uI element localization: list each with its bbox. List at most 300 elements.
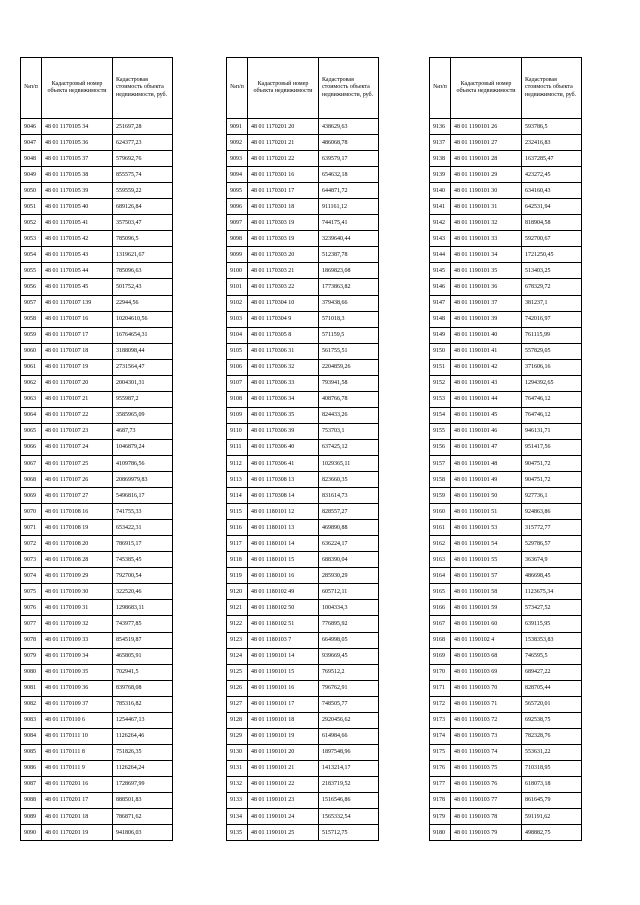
row-number: 9140 (430, 183, 451, 199)
cadastral-number: 48 01 1190103 74 (451, 744, 522, 760)
cadastral-number: 48 01 1180101 14 (248, 536, 319, 552)
table-row (21, 391, 173, 407)
cadastral-number: 48 01 1190101 28 (451, 151, 522, 167)
row-number: 9160 (430, 504, 451, 520)
row-number: 9060 (21, 343, 42, 359)
cadastral-table-3 (429, 57, 582, 841)
table-row (227, 375, 379, 391)
table-row (21, 584, 173, 600)
table-row (430, 311, 582, 327)
row-number: 9099 (227, 247, 248, 263)
row-number: 9174 (430, 728, 451, 744)
row-number: 9155 (430, 423, 451, 439)
cadastral-number: 48 01 1170109 29 (42, 568, 113, 584)
table-row (227, 407, 379, 423)
cadastral-cost: 16764654,31 (113, 327, 173, 343)
cadastral-cost: 785096,5 (113, 231, 173, 247)
cadastral-number: 48 01 1190103 77 (451, 792, 522, 808)
cadastral-number: 48 01 1170108 16 (42, 504, 113, 520)
row-number: 9107 (227, 375, 248, 391)
cadastral-number: 48 01 1190103 68 (451, 648, 522, 664)
cadastral-number: 48 01 1170107 22 (42, 407, 113, 423)
row-number: 9115 (227, 504, 248, 520)
row-number: 9046 (21, 119, 42, 135)
cadastral-cost: 955987,2 (113, 391, 173, 407)
table-row (430, 151, 582, 167)
table-row (227, 632, 379, 648)
row-number: 9100 (227, 263, 248, 279)
row-number: 9133 (227, 792, 248, 808)
cadastral-number: 48 01 1180102 51 (248, 616, 319, 632)
cadastral-number: 48 01 1190101 22 (248, 776, 319, 792)
cadastral-number: 48 01 1190101 48 (451, 455, 522, 471)
cadastral-number: 48 01 1190102 4 (451, 632, 522, 648)
table-row (21, 648, 173, 664)
table-row (430, 327, 582, 343)
cadastral-number: 48 01 1190101 37 (451, 295, 522, 311)
cadastral-number: 48 01 1180102 50 (248, 600, 319, 616)
cadastral-cost: 571018,3 (319, 311, 379, 327)
table-row (430, 809, 582, 825)
table-row (227, 584, 379, 600)
cadastral-number: 48 01 1190101 39 (451, 311, 522, 327)
row-number: 9106 (227, 359, 248, 375)
cadastral-number: 48 01 1190101 31 (451, 199, 522, 215)
cadastral-cost: 792700,54 (113, 568, 173, 584)
table-row (227, 359, 379, 375)
row-number: 9093 (227, 151, 248, 167)
row-number: 9131 (227, 760, 248, 776)
row-number: 9162 (430, 536, 451, 552)
row-number: 9114 (227, 488, 248, 504)
table-row (21, 167, 173, 183)
cadastral-cost: 2731564,47 (113, 359, 173, 375)
table-row (227, 536, 379, 552)
cadastral-cost: 232416,83 (522, 135, 582, 151)
cadastral-number: 48 01 1170107 23 (42, 423, 113, 439)
row-number: 9132 (227, 776, 248, 792)
cadastral-number: 48 01 1170107 17 (42, 327, 113, 343)
row-number: 9119 (227, 568, 248, 584)
table-row (430, 648, 582, 664)
cadastral-cost: 1413214,17 (319, 760, 379, 776)
row-number: 9070 (21, 504, 42, 520)
cadastral-number: 48 01 1180103 7 (248, 632, 319, 648)
cadastral-number: 48 01 1190103 69 (451, 664, 522, 680)
cadastral-number: 48 01 1190101 42 (451, 359, 522, 375)
cadastral-cost: 1565332,54 (319, 809, 379, 825)
row-number: 9126 (227, 680, 248, 696)
table-row (430, 504, 582, 520)
cadastral-number: 48 01 1170110 6 (42, 712, 113, 728)
cadastral-cost: 4109786,56 (113, 455, 173, 471)
table-body (430, 119, 582, 841)
cadastral-number: 48 01 1170105 37 (42, 151, 113, 167)
cadastral-number: 48 01 1190101 44 (451, 391, 522, 407)
row-number: 9095 (227, 183, 248, 199)
cadastral-cost: 753703,1 (319, 423, 379, 439)
cadastral-number: 48 01 1190101 23 (248, 792, 319, 808)
table-row (430, 536, 582, 552)
table-row (21, 311, 173, 327)
cadastral-cost: 796762,91 (319, 680, 379, 696)
table-row (21, 568, 173, 584)
cadastral-number: 48 01 1170105 36 (42, 135, 113, 151)
row-number: 9139 (430, 167, 451, 183)
table-row (430, 696, 582, 712)
cadastral-cost: 408766,78 (319, 391, 379, 407)
row-number: 9146 (430, 279, 451, 295)
table-row (21, 279, 173, 295)
row-number: 9105 (227, 343, 248, 359)
cadastral-number: 48 01 1170308 14 (248, 488, 319, 504)
header-cadastral-cost: Кадастровая стоимость объекта недвижимости, руб. (113, 58, 173, 119)
cadastral-cost: 1123675,34 (522, 584, 582, 600)
cadastral-cost: 939669,45 (319, 648, 379, 664)
table-row (227, 439, 379, 455)
cadastral-cost: 782328,76 (522, 728, 582, 744)
cadastral-cost: 3188098,44 (113, 343, 173, 359)
table-row (227, 167, 379, 183)
table-row (21, 199, 173, 215)
table-row (21, 600, 173, 616)
cadastral-number: 48 01 1170108 20 (42, 536, 113, 552)
cadastral-cost: 855575,74 (113, 167, 173, 183)
cadastral-number: 48 01 1170109 34 (42, 648, 113, 664)
cadastral-cost: 512387,78 (319, 247, 379, 263)
cadastral-cost: 579692,76 (113, 151, 173, 167)
table-row (21, 375, 173, 391)
table-row (21, 809, 173, 825)
cadastral-number: 48 01 1180102 49 (248, 584, 319, 600)
row-number: 9164 (430, 568, 451, 584)
cadastral-cost: 1046879,24 (113, 439, 173, 455)
cadastral-cost: 710318,95 (522, 760, 582, 776)
table-row (21, 295, 173, 311)
cadastral-number: 48 01 1180101 16 (248, 568, 319, 584)
row-number: 9136 (430, 119, 451, 135)
cadastral-cost: 371606,16 (522, 359, 582, 375)
row-number: 9168 (430, 632, 451, 648)
table-row (21, 263, 173, 279)
table-row (21, 327, 173, 343)
cadastral-number: 48 01 1170107 21 (42, 391, 113, 407)
table-row (227, 792, 379, 808)
table-row (21, 696, 173, 712)
cadastral-cost: 513403,25 (522, 263, 582, 279)
row-number: 9170 (430, 664, 451, 680)
cadastral-cost: 751826,35 (113, 744, 173, 760)
row-number: 9062 (21, 375, 42, 391)
row-number: 9171 (430, 680, 451, 696)
cadastral-cost: 1728697,99 (113, 776, 173, 792)
cadastral-number: 48 01 1190101 40 (451, 327, 522, 343)
cadastral-number: 48 01 1190101 32 (451, 215, 522, 231)
cadastral-cost: 486068,78 (319, 135, 379, 151)
table-row (430, 584, 582, 600)
table-row (21, 712, 173, 728)
table-row (430, 712, 582, 728)
row-number: 9108 (227, 391, 248, 407)
row-number: 9090 (21, 825, 42, 841)
cadastral-cost: 322520,46 (113, 584, 173, 600)
row-number: 9152 (430, 375, 451, 391)
table-row (430, 744, 582, 760)
cadastral-number: 48 01 1190101 35 (451, 263, 522, 279)
cadastral-number: 48 01 1170201 16 (42, 776, 113, 792)
cadastral-number: 48 01 1170105 34 (42, 119, 113, 135)
row-number: 9141 (430, 199, 451, 215)
cadastral-number: 48 01 1190101 51 (451, 504, 522, 520)
table-row (21, 728, 173, 744)
cadastral-cost: 285930,29 (319, 568, 379, 584)
row-number: 9091 (227, 119, 248, 135)
row-number: 9153 (430, 391, 451, 407)
cadastral-cost: 553631,22 (522, 744, 582, 760)
cadastral-number: 48 01 1190101 53 (451, 520, 522, 536)
row-number: 9084 (21, 728, 42, 744)
row-number: 9172 (430, 696, 451, 712)
cadastral-number: 48 01 1190101 46 (451, 423, 522, 439)
table-row (430, 199, 582, 215)
table-row (21, 776, 173, 792)
cadastral-number: 48 01 1190103 73 (451, 728, 522, 744)
row-number: 9092 (227, 135, 248, 151)
row-number: 9137 (430, 135, 451, 151)
cadastral-number: 48 01 1170111 8 (42, 744, 113, 760)
table-row (430, 279, 582, 295)
table-row (21, 247, 173, 263)
cadastral-number: 48 01 1190101 30 (451, 183, 522, 199)
table-row (430, 343, 582, 359)
row-number: 9165 (430, 584, 451, 600)
cadastral-cost: 664998,05 (319, 632, 379, 648)
table-row (21, 552, 173, 568)
table-row (430, 183, 582, 199)
row-number: 9053 (21, 231, 42, 247)
row-number: 9150 (430, 343, 451, 359)
cadastral-cost: 743977,85 (113, 616, 173, 632)
cadastral-cost: 748505,77 (319, 696, 379, 712)
cadastral-cost: 1637285,47 (522, 151, 582, 167)
cadastral-cost: 654632,18 (319, 167, 379, 183)
row-number: 9109 (227, 407, 248, 423)
cadastral-number: 48 01 1170109 31 (42, 600, 113, 616)
table-row (430, 680, 582, 696)
row-number: 9113 (227, 472, 248, 488)
table-row (21, 151, 173, 167)
table-row (430, 632, 582, 648)
row-number: 9142 (430, 215, 451, 231)
table-row (227, 600, 379, 616)
row-number: 9180 (430, 825, 451, 841)
cadastral-cost: 742016,97 (522, 311, 582, 327)
table-row (430, 375, 582, 391)
table-row (227, 183, 379, 199)
row-number: 9159 (430, 488, 451, 504)
cadastral-cost: 363674,9 (522, 552, 582, 568)
cadastral-cost: 692538,75 (522, 712, 582, 728)
cadastral-number: 48 01 1190101 14 (248, 648, 319, 664)
cadastral-cost: 618073,18 (522, 776, 582, 792)
cadastral-cost: 927736,1 (522, 488, 582, 504)
cadastral-cost: 10204610,56 (113, 311, 173, 327)
cadastral-cost: 1516546,86 (319, 792, 379, 808)
table-row (430, 520, 582, 536)
cadastral-number: 48 01 1170306 35 (248, 407, 319, 423)
row-number: 9094 (227, 167, 248, 183)
cadastral-cost: 1294392,65 (522, 375, 582, 391)
cadastral-number: 48 01 1170105 41 (42, 215, 113, 231)
cadastral-number: 48 01 1170105 38 (42, 167, 113, 183)
table-row (21, 744, 173, 760)
cadastral-number: 48 01 1170301 18 (248, 199, 319, 215)
cadastral-cost: 559559,22 (113, 183, 173, 199)
cadastral-cost: 793941,58 (319, 375, 379, 391)
cadastral-number: 48 01 1170105 42 (42, 231, 113, 247)
cadastral-cost: 831614,73 (319, 488, 379, 504)
row-number: 9058 (21, 311, 42, 327)
cadastral-number: 48 01 1170306 31 (248, 343, 319, 359)
cadastral-cost: 764746,12 (522, 391, 582, 407)
cadastral-cost: 785096,63 (113, 263, 173, 279)
row-number: 9067 (21, 455, 42, 471)
cadastral-cost: 828705,44 (522, 680, 582, 696)
row-number: 9145 (430, 263, 451, 279)
cadastral-cost: 634160,43 (522, 183, 582, 199)
cadastral-cost: 2204859,26 (319, 359, 379, 375)
cadastral-table-1 (20, 57, 173, 841)
cadastral-cost: 592700,67 (522, 231, 582, 247)
row-number: 9068 (21, 472, 42, 488)
cadastral-cost: 746595,5 (522, 648, 582, 664)
row-number: 9074 (21, 568, 42, 584)
table-row (227, 776, 379, 792)
cadastral-cost: 824433,26 (319, 407, 379, 423)
cadastral-cost: 4687,73 (113, 423, 173, 439)
table-row (430, 407, 582, 423)
cadastral-cost: 1869823,08 (319, 263, 379, 279)
table-row (227, 520, 379, 536)
table-row (227, 455, 379, 471)
table-row (21, 792, 173, 808)
cadastral-cost: 2920456,62 (319, 712, 379, 728)
cadastral-number: 48 01 1170105 43 (42, 247, 113, 263)
cadastral-number: 48 01 1170306 33 (248, 375, 319, 391)
table-row (430, 616, 582, 632)
cadastral-cost: 639115,95 (522, 616, 582, 632)
row-number: 9048 (21, 151, 42, 167)
row-number: 9051 (21, 199, 42, 215)
cadastral-number: 48 01 1170107 27 (42, 488, 113, 504)
cadastral-cost: 1773863,82 (319, 279, 379, 295)
table-row (227, 327, 379, 343)
cadastral-number: 48 01 1190101 43 (451, 375, 522, 391)
row-number: 9130 (227, 744, 248, 760)
cadastral-number: 48 01 1190101 25 (248, 825, 319, 841)
cadastral-cost: 764746,12 (522, 407, 582, 423)
table-row (21, 680, 173, 696)
row-number: 9112 (227, 455, 248, 471)
row-number: 9089 (21, 809, 42, 825)
row-number: 9154 (430, 407, 451, 423)
cadastral-number: 48 01 1190103 72 (451, 712, 522, 728)
cadastral-number: 48 01 1170107 20 (42, 375, 113, 391)
row-number: 9138 (430, 151, 451, 167)
table-row (227, 151, 379, 167)
table-row (227, 247, 379, 263)
table-row (430, 825, 582, 841)
cadastral-number: 48 01 1190103 70 (451, 680, 522, 696)
cadastral-number: 48 01 1170107 25 (42, 455, 113, 471)
row-number: 9085 (21, 744, 42, 760)
table-row (430, 552, 582, 568)
table-row (430, 247, 582, 263)
table-row (227, 696, 379, 712)
row-number: 9052 (21, 215, 42, 231)
cadastral-cost: 605712,11 (319, 584, 379, 600)
cadastral-cost: 946131,71 (522, 423, 582, 439)
row-number: 9148 (430, 311, 451, 327)
header-cadastral-number: Кадастровый номер объекта недвижимости (248, 58, 319, 119)
cadastral-cost: 924863,86 (522, 504, 582, 520)
table-body (21, 119, 173, 841)
cadastral-cost: 591191,62 (522, 809, 582, 825)
cadastral-cost: 678329,72 (522, 279, 582, 295)
row-number: 9066 (21, 439, 42, 455)
cadastral-number: 48 01 1190101 20 (248, 744, 319, 760)
cadastral-number: 48 01 1190101 54 (451, 536, 522, 552)
cadastral-cost: 1319621,67 (113, 247, 173, 263)
row-number: 9083 (21, 712, 42, 728)
row-number: 9129 (227, 728, 248, 744)
row-number: 9166 (430, 600, 451, 616)
cadastral-number: 48 01 1190101 50 (451, 488, 522, 504)
row-number: 9175 (430, 744, 451, 760)
table-row (21, 520, 173, 536)
table-row (227, 680, 379, 696)
cadastral-number: 48 01 1190101 18 (248, 712, 319, 728)
table-row (21, 119, 173, 135)
cadastral-cost: 637425,12 (319, 439, 379, 455)
cadastral-number: 48 01 1170109 36 (42, 680, 113, 696)
row-number: 9169 (430, 648, 451, 664)
cadastral-cost: 642531,94 (522, 199, 582, 215)
table-row (21, 825, 173, 841)
table-row (21, 664, 173, 680)
table-row (430, 263, 582, 279)
cadastral-cost: 1298683,11 (113, 600, 173, 616)
cadastral-cost: 1126264,46 (113, 728, 173, 744)
cadastral-cost: 379438,66 (319, 295, 379, 311)
cadastral-number: 48 01 1170109 37 (42, 696, 113, 712)
table-row (21, 472, 173, 488)
header-cadastral-cost: Кадастровая стоимость объекта недвижимости, руб. (319, 58, 379, 119)
row-number: 9147 (430, 295, 451, 311)
cadastral-number: 48 01 1190101 21 (248, 760, 319, 776)
row-number: 9049 (21, 167, 42, 183)
row-number: 9050 (21, 183, 42, 199)
cadastral-cost: 639579,17 (319, 151, 379, 167)
cadastral-number: 48 01 1190101 47 (451, 439, 522, 455)
cadastral-number: 48 01 1170201 22 (248, 151, 319, 167)
table-row (227, 825, 379, 841)
row-number: 9059 (21, 327, 42, 343)
row-number: 9082 (21, 696, 42, 712)
cadastral-cost: 761115,99 (522, 327, 582, 343)
table-row (227, 279, 379, 295)
cadastral-cost: 702941,5 (113, 664, 173, 680)
